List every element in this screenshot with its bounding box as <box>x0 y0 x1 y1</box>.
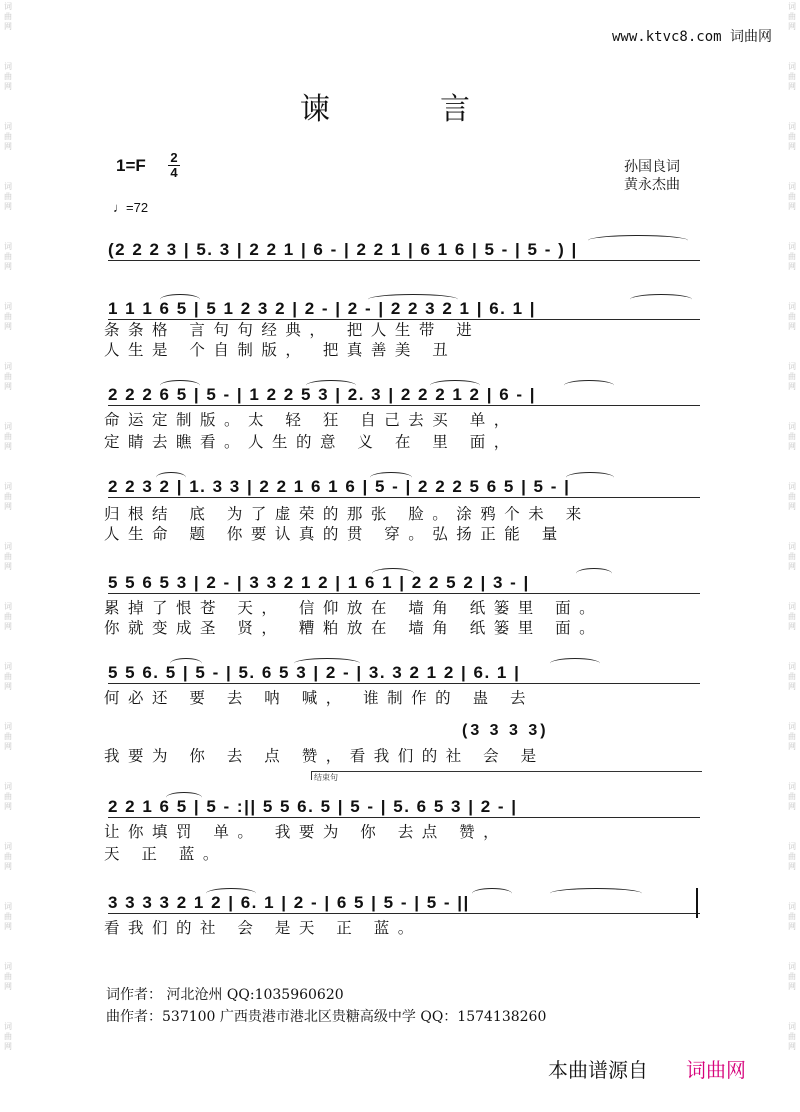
lyric-verse-2: 天 正 蓝。 <box>104 845 227 863</box>
slur-mark <box>160 294 200 305</box>
slur-mark <box>306 380 356 391</box>
watermark-stamp: 词曲网 <box>4 302 12 331</box>
watermark-stamp: 词曲网 <box>788 122 796 151</box>
lyricist-contact: 词作者： 河北沧州 QQ:1035960620 <box>106 987 344 1003</box>
lyric-verse-1: 我要为 你 去 点 赞，看我们的社 会 是 <box>104 747 545 765</box>
watermark-stamp: 词曲网 <box>4 602 12 631</box>
lyric-verse-2: 你就变成圣 贤， 糟粕放在 墙角 纸篓里 面。 <box>104 619 604 637</box>
watermark-stamp: 词曲网 <box>4 422 12 451</box>
watermark-stamp: 词曲网 <box>788 2 796 31</box>
tie-mark <box>368 294 458 305</box>
slur-mark <box>166 792 202 803</box>
watermark-stamp: 词曲网 <box>788 182 796 211</box>
watermark-stamp: 词曲网 <box>788 782 796 811</box>
notation-line-4 <box>100 470 704 504</box>
final-barline <box>696 888 698 918</box>
notation-text: 3 3 3 3 2 1 2 | 6. 1 | 2 - | 6 5 | 5 - | 5 - || <box>108 886 700 920</box>
footer-brand-link[interactable]: 词曲网 <box>686 1058 746 1082</box>
watermark-stamp: 词曲网 <box>4 242 12 271</box>
watermark-stamp: 词曲网 <box>4 362 12 391</box>
lyric-verse-2: 人生是 个自制版， 把真善美 丑 <box>104 341 457 359</box>
notation-text: 2 2 2 6 5 | 5 - | 1 2 2 5 3 | 2. 3 | 2 2 2 1 2 | 6 - | <box>108 378 700 412</box>
slur-mark <box>156 472 186 483</box>
watermark-stamp: 词曲网 <box>4 62 12 91</box>
watermark-stamp: 词曲网 <box>788 722 796 751</box>
time-numerator: 2 <box>170 150 178 165</box>
watermark-stamp: 词曲网 <box>4 962 12 991</box>
slur-mark <box>170 658 202 669</box>
composer-contact: 曲作者：537100 广西贵港市港北区贵糖高级中学 QQ：1574138260 <box>106 1009 547 1025</box>
lyric-verse-1: 让你填罚 单。 我要为 你 去点 赞， <box>104 823 508 841</box>
notation-text: 5 5 6 5 3 | 2 - | 3 3 2 1 2 | 1 6 1 | 2 2 5 2 | 3 - | <box>108 566 700 600</box>
lyric-verse-2: 定睛去瞧看。人生的意 义 在 里 面， <box>104 433 518 451</box>
watermark-stamp: 词曲网 <box>788 482 796 511</box>
watermark-stamp: 词曲网 <box>788 62 796 91</box>
song-title: 谏言 <box>300 92 580 127</box>
notation-line-5 <box>100 566 704 600</box>
watermark-stamp: 词曲网 <box>4 842 12 871</box>
slur-mark <box>294 658 360 669</box>
slur-mark <box>576 568 612 579</box>
tie-mark <box>550 888 642 899</box>
slur-mark <box>564 380 614 391</box>
slur-mark <box>630 294 692 305</box>
notation-line-9 <box>100 886 704 920</box>
key-signature: 1=F <box>116 156 146 175</box>
right-watermark-strip <box>786 0 798 1112</box>
notation-text: (2 2 2 3 | 5. 3 | 2 2 1 | 6 - | 2 2 1 | 6 1 6 | 5 - | 5 - ) | <box>108 233 700 267</box>
site-watermark: www.ktvc8.com 词曲网 <box>612 29 773 45</box>
coda-bracket <box>311 771 702 780</box>
lyric-verse-1: 归根结 底 为了虚荣的那张 脸。涂鸦个未 来 <box>104 505 590 523</box>
time-denominator: 4 <box>170 165 178 180</box>
lyric-verse-1: 命运定制版。太 轻 狂 自己去买 单， <box>104 411 518 429</box>
watermark-stamp: 词曲网 <box>788 842 796 871</box>
alternate-notes: (3 3 3 3) <box>462 722 549 739</box>
watermark-stamp: 词曲网 <box>788 1022 796 1051</box>
lyric-verse-1: 看我们的社 会 是天 正 蓝。 <box>104 919 422 937</box>
watermark-stamp: 词曲网 <box>4 542 12 571</box>
slur-mark <box>370 472 412 483</box>
coda-label: 结束句 <box>314 773 338 782</box>
watermark-stamp: 词曲网 <box>788 602 796 631</box>
watermark-stamp: 词曲网 <box>788 902 796 931</box>
tempo-marking: ♩=72 <box>113 200 149 215</box>
tie-mark <box>588 235 688 246</box>
lyric-verse-2: 人生命 题 你要认真的贯 穿。弘扬正能 量 <box>104 525 566 543</box>
watermark-stamp: 词曲网 <box>4 902 12 931</box>
watermark-stamp: 词曲网 <box>788 662 796 691</box>
left-watermark-strip <box>2 0 14 1112</box>
footer-source-text: 本曲谱源自 <box>548 1058 648 1082</box>
slur-mark <box>550 658 600 669</box>
watermark-stamp: 词曲网 <box>788 542 796 571</box>
slur-mark <box>472 888 512 899</box>
slur-mark <box>160 380 200 391</box>
notation-text: 1 1 1 6 5 | 5 1 2 3 2 | 2 - | 2 - | 2 2 3 2 1 | 6. 1 | <box>108 292 700 326</box>
slur-mark <box>566 472 614 483</box>
watermark-stamp: 词曲网 <box>4 662 12 691</box>
notation-line-1 <box>100 233 704 267</box>
watermark-stamp: 词曲网 <box>4 182 12 211</box>
watermark-stamp: 词曲网 <box>4 482 12 511</box>
slur-mark <box>430 380 480 391</box>
lyric-verse-1: 何必还 要 去 呐 喊， 谁制作的 蛊 去 <box>104 689 534 707</box>
notation-line-8 <box>100 790 704 824</box>
lyric-verse-1: 条条格 言句句经典， 把人生带 进 <box>104 321 481 339</box>
time-signature <box>168 152 180 179</box>
slur-mark <box>372 568 414 579</box>
notation-line-3 <box>100 378 704 412</box>
notation-text: 2 2 1 6 5 | 5 - :|| 5 5 6. 5 | 5 - | 5. 6 5 3 | 2 - | <box>108 790 700 824</box>
composer-credit: 黄永杰曲 <box>624 177 680 193</box>
lyric-verse-1: 累掉了恨苍 天， 信仰放在 墙角 纸篓里 面。 <box>104 599 604 617</box>
slur-mark <box>206 888 256 899</box>
watermark-stamp: 词曲网 <box>4 1022 12 1051</box>
watermark-stamp: 词曲网 <box>788 962 796 991</box>
watermark-stamp: 词曲网 <box>788 242 796 271</box>
notation-line-6 <box>100 656 704 690</box>
watermark-stamp: 词曲网 <box>4 782 12 811</box>
watermark-stamp: 词曲网 <box>788 302 796 331</box>
watermark-stamp: 词曲网 <box>788 362 796 391</box>
watermark-stamp: 词曲网 <box>788 422 796 451</box>
watermark-stamp: 词曲网 <box>4 722 12 751</box>
notation-text: 5 5 6. 5 | 5 - | 5. 6 5 3 | 2 - | 3. 3 2 1 2 | 6. 1 | <box>108 656 700 690</box>
author-credits <box>624 158 680 194</box>
watermark-stamp: 词曲网 <box>4 2 12 31</box>
notation-text: 2 2 3 2 | 1. 3 3 | 2 2 1 6 1 6 | 5 - | 2 2 2 5 6 5 | 5 - | <box>108 470 700 504</box>
lyricist-credit: 孙国良词 <box>624 159 680 175</box>
watermark-stamp: 词曲网 <box>4 122 12 151</box>
